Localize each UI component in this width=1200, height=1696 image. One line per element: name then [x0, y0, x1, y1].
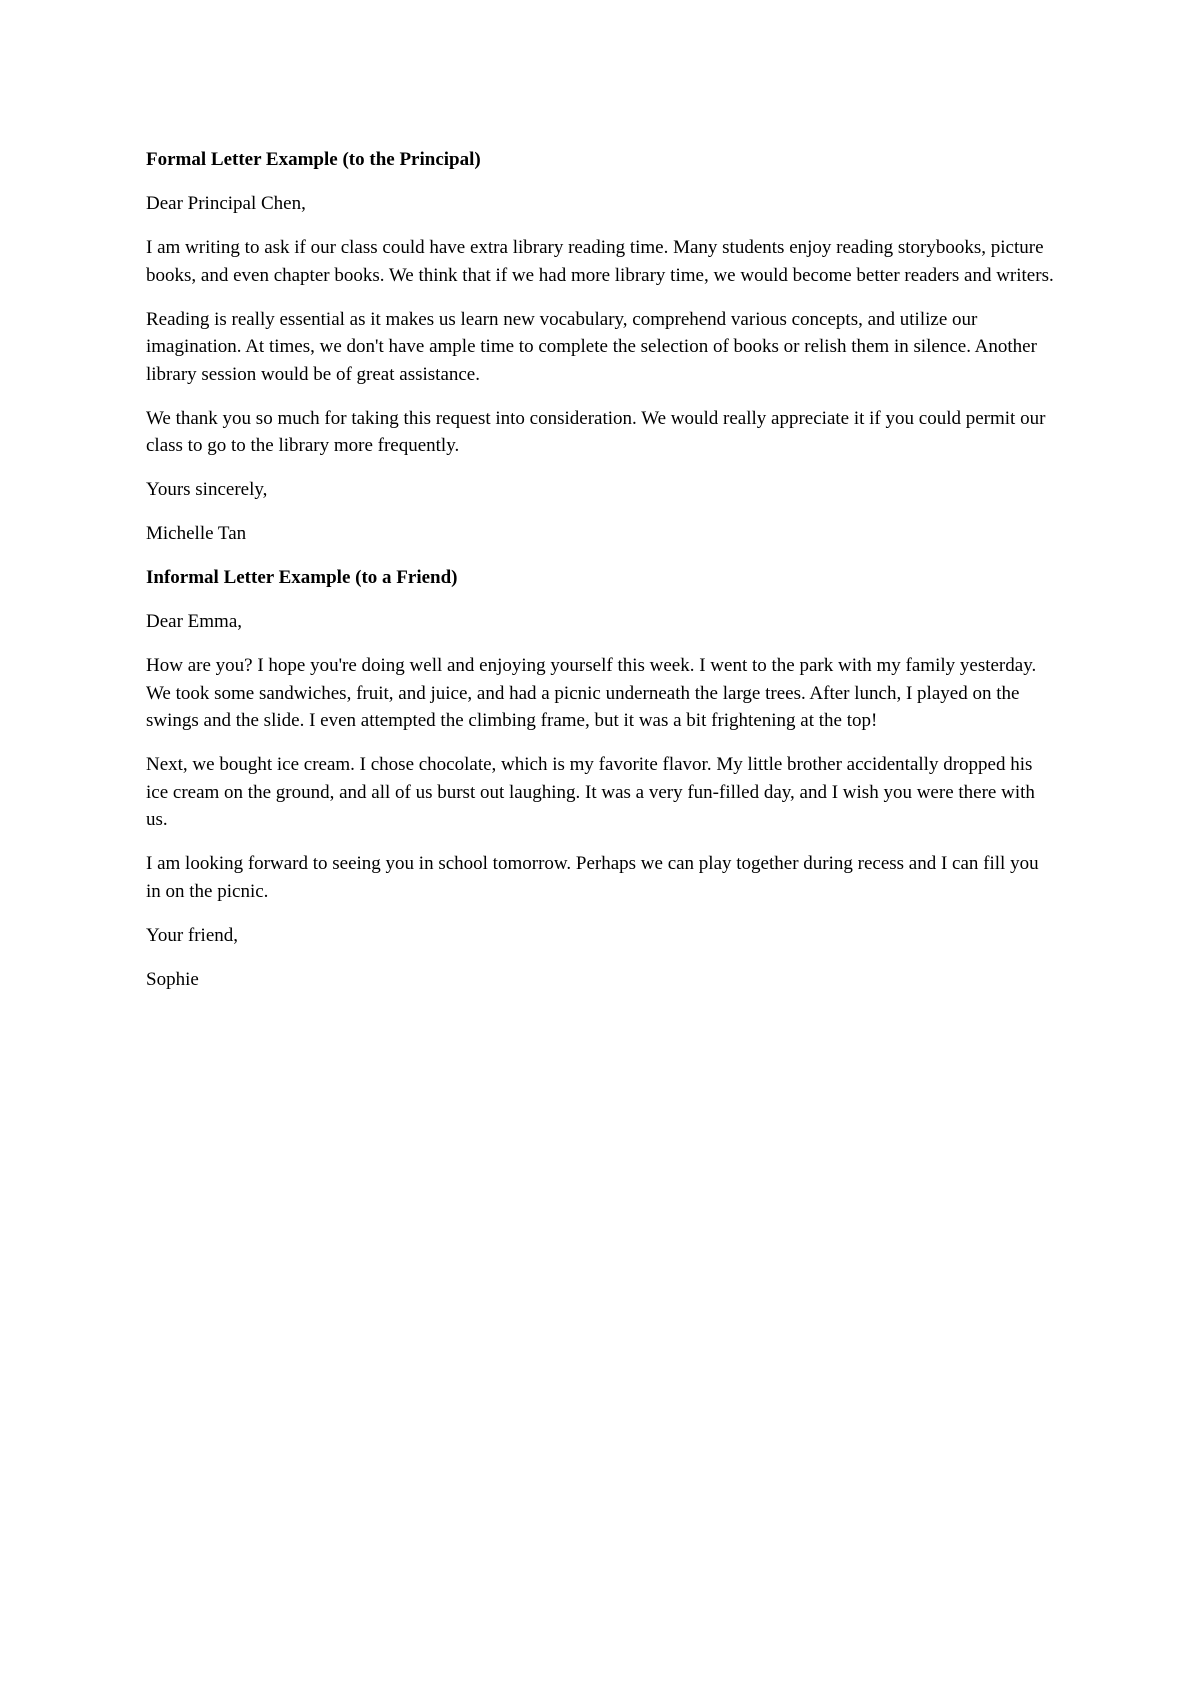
formal-letter-greeting: Dear Principal Chen, — [146, 193, 306, 214]
informal-letter-paragraph: Next, we bought ice cream. I chose chocolate, which is my favorite flavor. My little brother accidentally dropped his ice cream on the ground, and all of us burst out laughing. It was a very fun-filled day, and I wish you were there with us. — [146, 754, 1035, 830]
informal-letter-greeting: Dear Emma, — [146, 611, 243, 632]
formal-letter — [146, 146, 1054, 548]
formal-letter-signature: Michelle Tan — [146, 523, 247, 544]
informal-letter-paragraph: I am looking forward to seeing you in school tomorrow. Perhaps we can play together during recess and I can fill you in on the picnic. — [146, 853, 1039, 902]
informal-letter-heading: Informal Letter Example (to a Friend) — [146, 567, 458, 588]
formal-letter-paragraph: Reading is really essential as it makes us learn new vocabulary, comprehend various concepts, and utilize our imagination. At times, we don't have ample time to complete the selection of books or relish them in silence. Another library session would be of great assistance. — [146, 308, 1037, 385]
informal-letter-closing: Your friend, — [146, 924, 239, 946]
formal-letter-closing: Yours sincerely, — [146, 479, 268, 500]
informal-letter-signature: Sophie — [146, 968, 199, 990]
formal-letter-paragraph: I am writing to ask if our class could have extra library reading time. Many students enjoy reading storybooks, picture books, and even chapter books. We think that if we had more library time, we would become better readers and writers. — [146, 237, 1054, 286]
formal-letter-heading: Formal Letter Example (to the Principal) — [146, 149, 481, 170]
informal-letter — [146, 564, 1054, 993]
informal-letter-paragraph: How are you? I hope you're doing well and enjoying yourself this week. I went to the park with my family yesterday. We took some sandwiches, fruit, and juice, and had a picnic underneath the large trees. After lunch, I played on the swings and the slide. I even attempted the climbing frame, but it was a bit frightening at the top! — [146, 655, 1037, 731]
formal-letter-paragraph: We thank you so much for taking this request into consideration. We would really appreciate it if you could permit our class to go to the library more frequently. — [146, 407, 1046, 456]
document-body — [146, 146, 1054, 1010]
